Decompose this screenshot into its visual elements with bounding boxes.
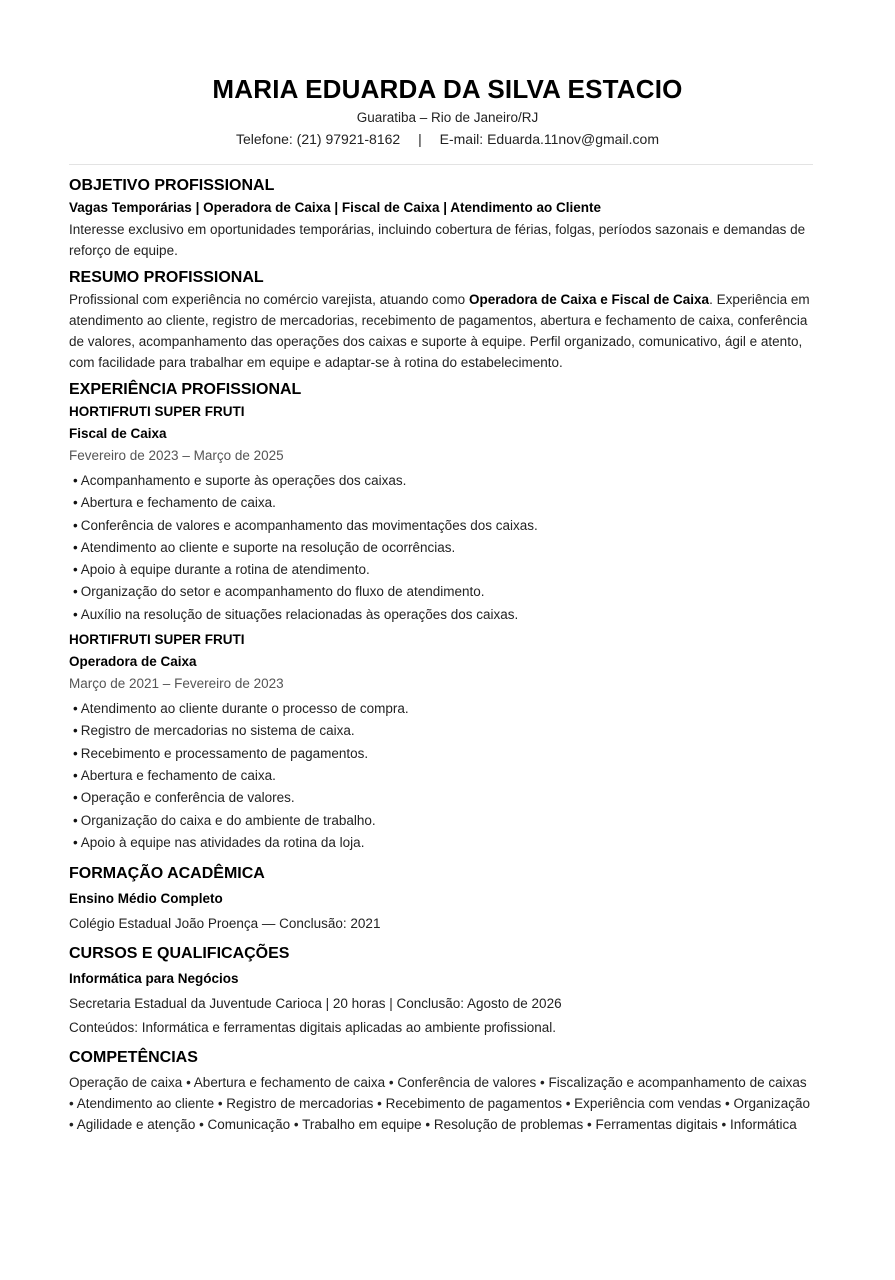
section-title: FORMAÇÃO ACADÊMICA [69,865,265,883]
header-divider [69,164,813,165]
list-item: • Organização do setor e acompanhamento do fluxo de atendimento. [69,581,814,603]
list-item: • Atendimento ao cliente e suporte na resolução de ocorrências. [69,537,814,559]
summary-text-end: . Experiência em atendimento ao cliente, registro de mercadorias, recebimento de pagamentos, abertura e fechamento de caixa, conferência de valores, acompanhamento das operações dos caixas e suporte à equipe. Perfil organizado, comunicativo, ágil e atento, com facilidade para trabalhar em equipe e adaptar-se à rotina do estabelecimento. [69,292,810,370]
contact-line [0,128,895,150]
summary-text [69,289,814,373]
job-company: HORTIFRUTI SUPER FRUTI [69,632,245,648]
section-title: RESUMO PROFISSIONAL [69,269,264,286]
section-objetivo [69,175,814,261]
job-duties [69,470,814,626]
course-name: Informática para Negócios [69,971,239,987]
education-degree: Ensino Médio Completo [69,891,223,907]
list-item: • Acompanhamento e suporte às operações dos caixas. [69,470,814,492]
section-resumo [69,267,814,373]
list-item: • Registro de mercadorias no sistema de caixa. [69,720,814,742]
course-details: Secretaria Estadual da Juventude Carioca | 20 horas | Conclusão: Agosto de 2026 [69,996,562,1012]
section-competencias [69,1047,814,1135]
contact-separator: | [418,131,422,147]
section-title: CURSOS E QUALIFICAÇÕES [69,945,290,963]
job-entry [69,401,814,626]
candidate-location: Guaratiba – Rio de Janeiro/RJ [356,110,539,125]
objective-text: Interesse exclusivo em oportunidades temporárias, incluindo cobertura de férias, folgas, períodos sazonais e demandas de reforço de equipe. [69,222,806,258]
objective-subtitle: Vagas Temporárias | Operadora de Caixa | Fiscal de Caixa | Atendimento ao Cliente [69,200,602,215]
job-role: Fiscal de Caixa [69,426,167,441]
list-item: • Recebimento e processamento de pagamentos. [69,743,814,765]
list-item: • Operação e conferência de valores. [69,787,814,809]
list-item: • Abertura e fechamento de caixa. [69,492,814,514]
section-formacao [69,863,814,934]
email-address: E-mail: Eduarda.11nov@gmail.com [439,131,660,147]
list-item: • Atendimento ao cliente durante o processo de compra. [69,698,814,720]
job-period: Fevereiro de 2023 – Março de 2025 [69,448,284,463]
list-item: • Abertura e fechamento de caixa. [69,765,814,787]
section-title: EXPERIÊNCIA PROFISSIONAL [69,381,302,398]
job-entry [69,629,814,854]
job-company: HORTIFRUTI SUPER FRUTI [69,404,245,419]
list-item: • Auxílio na resolução de situações relacionadas às operações dos caixas. [69,604,814,626]
job-period: Março de 2021 – Fevereiro de 2023 [69,676,284,692]
list-item: • Organização do caixa e do ambiente de trabalho. [69,810,814,832]
job-duties [69,698,814,854]
list-item: • Conferência de valores e acompanhamento das movimentações dos caixas. [69,515,814,537]
resume-header [0,72,895,150]
section-experiencia [69,379,814,854]
summary-highlight: Operadora de Caixa e Fiscal de Caixa [468,292,710,307]
section-cursos [69,943,814,1038]
course-contents: Conteúdos: Informática e ferramentas digitais aplicadas ao ambiente profissional. [69,1020,557,1036]
job-role: Operadora de Caixa [69,654,197,670]
phone-number: Telefone: (21) 97921-8162 [235,131,401,147]
section-title: OBJETIVO PROFISSIONAL [69,177,275,194]
list-item: • Apoio à equipe nas atividades da rotina da loja. [69,832,814,854]
summary-text-start: Profissional com experiência no comércio varejista, atuando como [69,292,469,307]
education-school: Colégio Estadual João Proença — Conclusão: 2021 [69,916,381,932]
skills-text: Operação de caixa • Abertura e fechamento de caixa • Conferência de valores • Fiscalização e acompanhamento de caixas • Atendimento ao cliente • Registro de mercadorias • Recebimento de pagamentos • Experiência com vendas • Organização • Agilidade e atenção • Comunicação • Trabalho em equipe • Resolução de problemas • Ferramentas digitais • Informática [69,1075,811,1133]
list-item: • Apoio à equipe durante a rotina de atendimento. [69,559,814,581]
section-title: COMPETÊNCIAS [69,1049,198,1067]
resume-body [69,175,814,1135]
candidate-name: MARIA EDUARDA DA SILVA ESTACIO [212,74,683,104]
